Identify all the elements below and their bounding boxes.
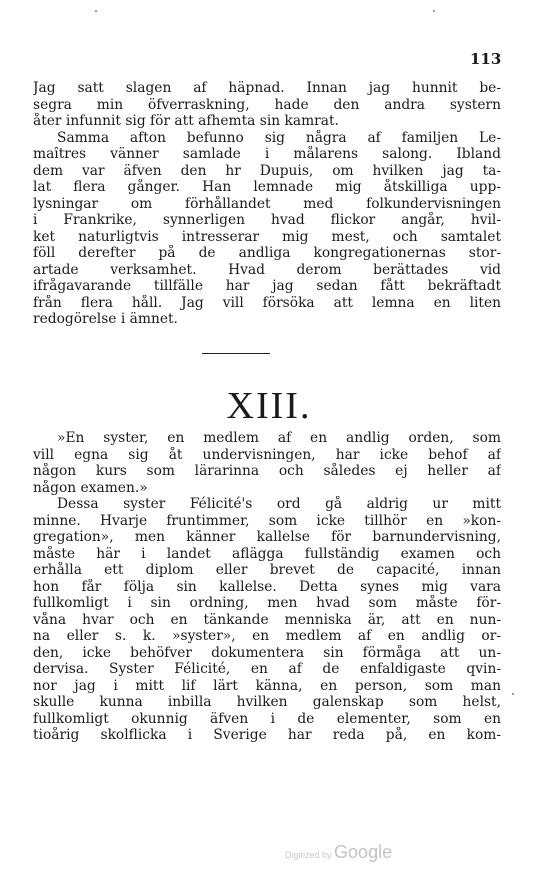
text-line: maîtres vänner samlade i målarens salong. Ibland	[33, 146, 501, 162]
text-line: gregation», men känner kallelse för barnundervisning,	[33, 529, 501, 545]
text-block-top	[33, 80, 501, 328]
text-line: från flera håll. Jag vill försöka att lemna en liten	[33, 294, 501, 311]
digitized-watermark	[285, 842, 392, 863]
chapter-heading: XIII.	[226, 385, 312, 427]
text-line: Samma afton befunno sig några af familjen Le-	[57, 129, 501, 146]
text-line: ifrågavarande tillfälle har jag sedan fått bekräftadt	[33, 278, 501, 294]
page-number: 113	[470, 50, 502, 68]
text-line: dervisa. Syster Félicité, en af de enfaldigaste qvin-	[33, 661, 501, 677]
text-line: den, icke behöfver dokumentera sin förmåga att un-	[33, 644, 501, 661]
text-line: ket naturligtvis intresserar mig mest, och samtalet	[33, 228, 501, 245]
text-line: fullkomligt i sin ordning, men hvad som måste för-	[33, 595, 501, 611]
text-line: fullkomligt okunnig äfven i de elementer, som en	[33, 710, 501, 727]
text-line: vill egna sig åt undervisningen, har icke behof af	[33, 446, 501, 463]
text-line: dem var äfven den hr Dupuis, om hvilken jag ta-	[33, 162, 501, 179]
text-line: våna hvar och en tänkande menniska är, att en nun-	[33, 611, 501, 628]
text-line: lysningar om förhållandet med folkundervisningen	[33, 195, 501, 212]
paper-speck	[512, 693, 514, 695]
text-line: lat flera gånger. Han lemnade mig åtskilliga upp-	[33, 179, 501, 195]
text-line: Dessa syster Félicité's ord gå aldrig ur mitt	[57, 496, 501, 512]
text-line: minne. Hvarje fruntimmer, som icke tillhör en »kon-	[33, 512, 501, 529]
watermark-brand: Google	[334, 842, 393, 862]
paper-speck	[95, 10, 97, 12]
paper-speck	[433, 10, 435, 12]
text-line: hon får följa sin kallelse. Detta synes mig vara	[33, 578, 501, 595]
text-line: skulle kunna inbilla hvilken galenskap som helst,	[33, 694, 501, 710]
text-line: redogörelse i ämnet.	[33, 311, 178, 327]
watermark-prefix: Digitized by	[285, 850, 332, 860]
text-line: någon kurs som lärarinna och således ej heller af	[33, 463, 501, 479]
text-line: någon examen.»	[33, 479, 148, 496]
text-line: nor jag i mitt lif lärt känna, en person, som man	[33, 677, 501, 694]
text-line: erhålla ett diplom eller brevet de capacité, innan	[33, 562, 501, 578]
text-line: i Frankrike, synnerligen hvad flickor angår, hvil-	[33, 212, 501, 228]
text-line: artade verksamhet. Hvad derom berättades vid	[33, 261, 501, 278]
text-line: na eller s. k. »syster», en medlem af en andlig or-	[33, 628, 501, 644]
text-line: föll derefter på de andliga kongregationernas stor-	[33, 245, 501, 261]
text-line: Jag satt slagen af häpnad. Innan jag hunnit be-	[33, 80, 501, 96]
text-line: »En syster, en medlem af en andlig orden, som	[57, 430, 501, 446]
section-divider	[202, 353, 270, 354]
text-line: måste här i landet aflägga fullständig examen och	[33, 545, 501, 562]
text-line: tioårig skolflicka i Sverige har reda på, en kom-	[33, 727, 501, 743]
text-line: segra min öfverraskning, hade den andra systern	[33, 96, 501, 113]
text-line: åter infunnit sig för att afhemta sin kamrat.	[33, 113, 339, 129]
text-block-bottom	[33, 430, 501, 744]
